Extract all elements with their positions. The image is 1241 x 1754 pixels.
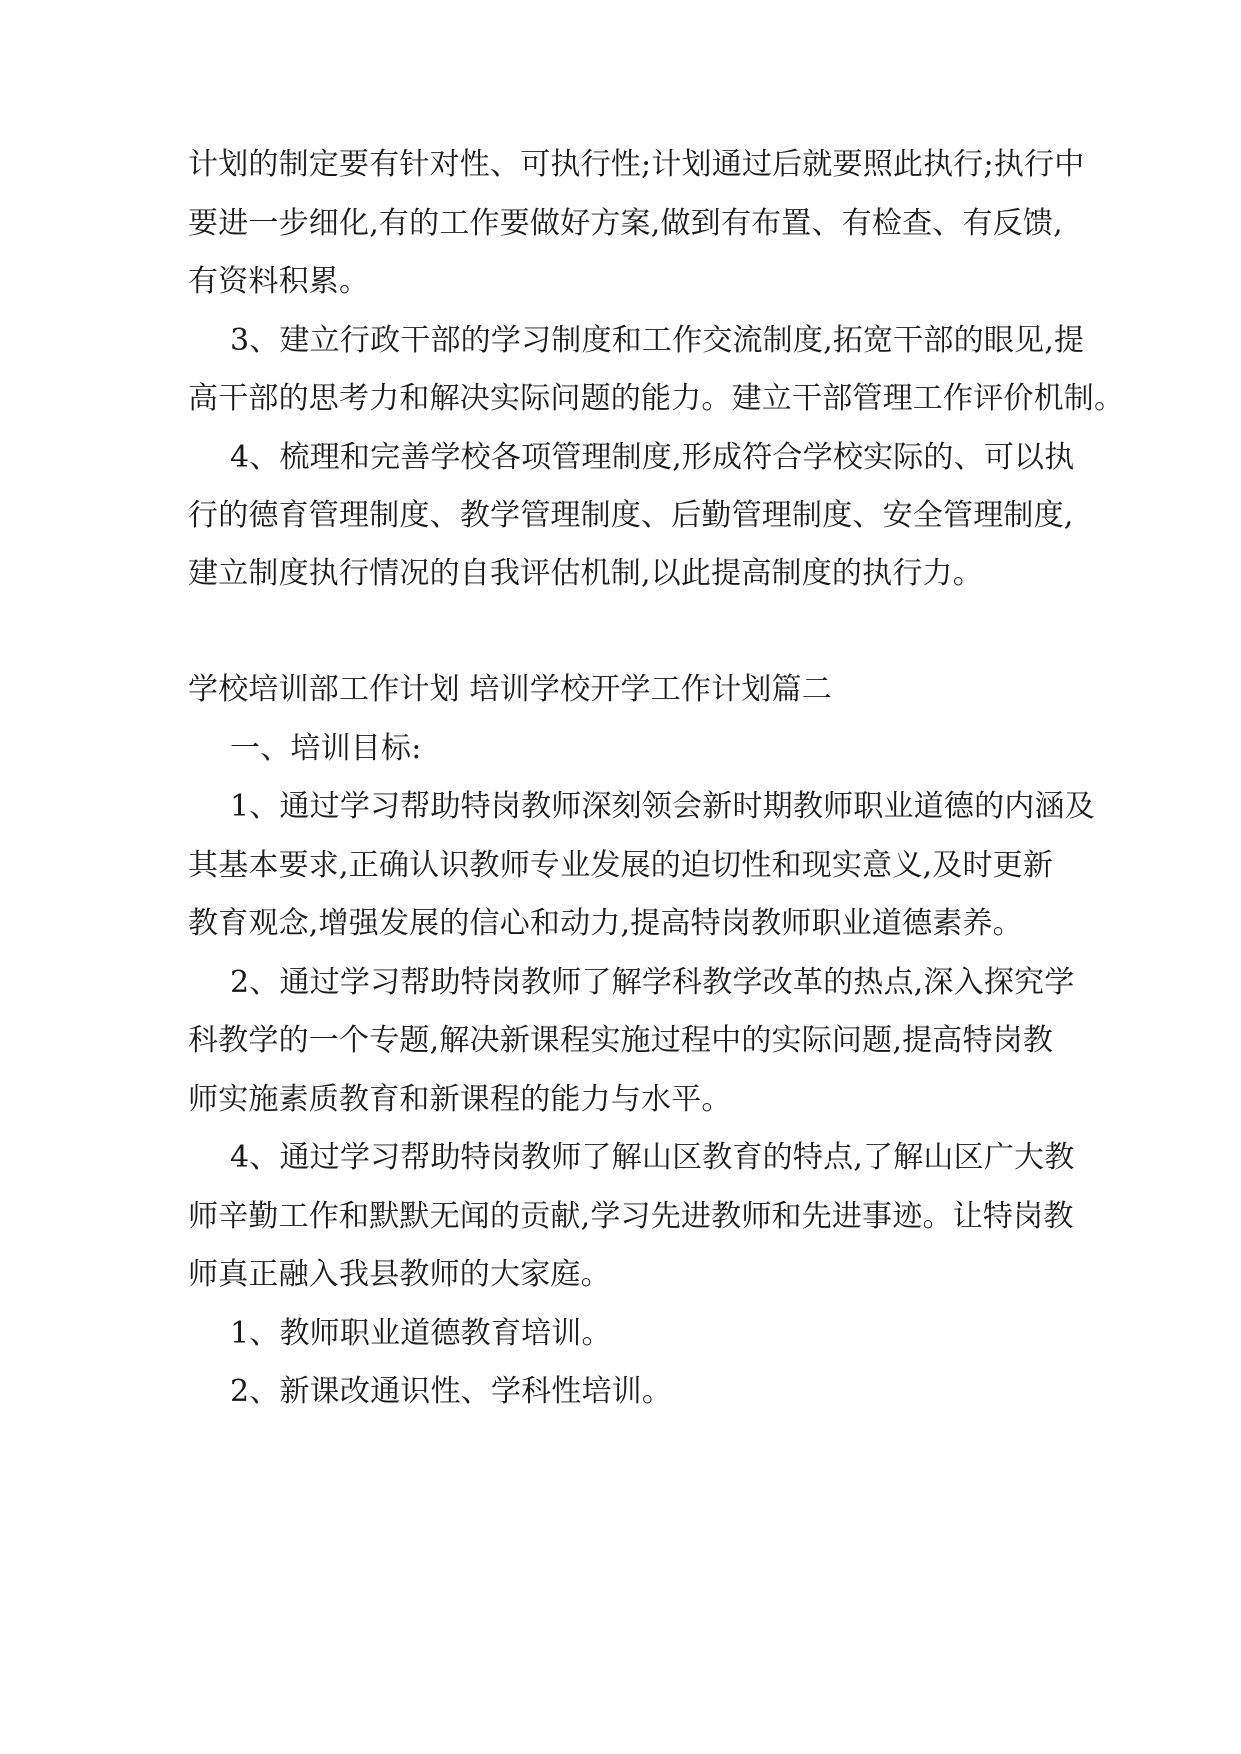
paragraph-line: 行的德育管理制度、教学管理制度、后勤管理制度、安全管理制度, bbox=[188, 498, 1074, 533]
paragraph-line: 4、梳理和完善学校各项管理制度,形成符合学校实际的、可以执 bbox=[230, 440, 1075, 475]
list-item: 2、新课改通识性、学科性培训。 bbox=[230, 1374, 673, 1409]
paragraph-line: 师辛勤工作和默默无闻的贡献,学习先进教师和先进事迹。让特岗教 bbox=[188, 1199, 1074, 1234]
paragraph-line: 其基本要求,正确认识教师专业发展的迫切性和现实意义,及时更新 bbox=[188, 848, 1054, 883]
paragraph-line: 3、建立行政干部的学习制度和工作交流制度,拓宽干部的眼见,提 bbox=[230, 323, 1085, 358]
paragraph-line: 4、通过学习帮助特岗教师了解山区教育的特点,了解山区广大教 bbox=[230, 1140, 1075, 1175]
paragraph-line: 教育观念,增强发展的信心和动力,提高特岗教师职业道德素养。 bbox=[188, 906, 1023, 941]
paragraph-line: 要进一步细化,有的工作要做好方案,做到有布置、有检查、有反馈, bbox=[188, 206, 1063, 241]
list-item: 1、教师职业道德教育培训。 bbox=[230, 1316, 612, 1351]
paragraph-line: 有资料积累。 bbox=[188, 264, 370, 299]
paragraph-line: 科教学的一个专题,解决新课程实施过程中的实际问题,提高特岗教 bbox=[188, 1023, 1054, 1058]
paragraph-line: 计划的制定要有针对性、可执行性;计划通过后就要照此执行;执行中 bbox=[188, 147, 1085, 182]
paragraph-line: 高干部的思考力和解决实际问题的能力。建立干部管理工作评价机制。 bbox=[188, 381, 1125, 416]
paragraph-line: 师实施素质教育和新课程的能力与水平。 bbox=[188, 1082, 732, 1117]
paragraph-line: 师真正融入我县教师的大家庭。 bbox=[188, 1257, 611, 1292]
paragraph-line: 2、通过学习帮助特岗教师了解学科教学改革的热点,深入探究学 bbox=[230, 965, 1075, 1000]
paragraph-line: 1、通过学习帮助特岗教师深刻领会新时期教师职业道德的内涵及 bbox=[230, 789, 1095, 824]
paragraph-line: 建立制度执行情况的自我评估机制,以此提高制度的执行力。 bbox=[188, 556, 983, 591]
section-heading: 一、培训目标: bbox=[230, 731, 422, 766]
section-title: 学校培训部工作计划 培训学校开学工作计划篇二 bbox=[188, 672, 832, 707]
